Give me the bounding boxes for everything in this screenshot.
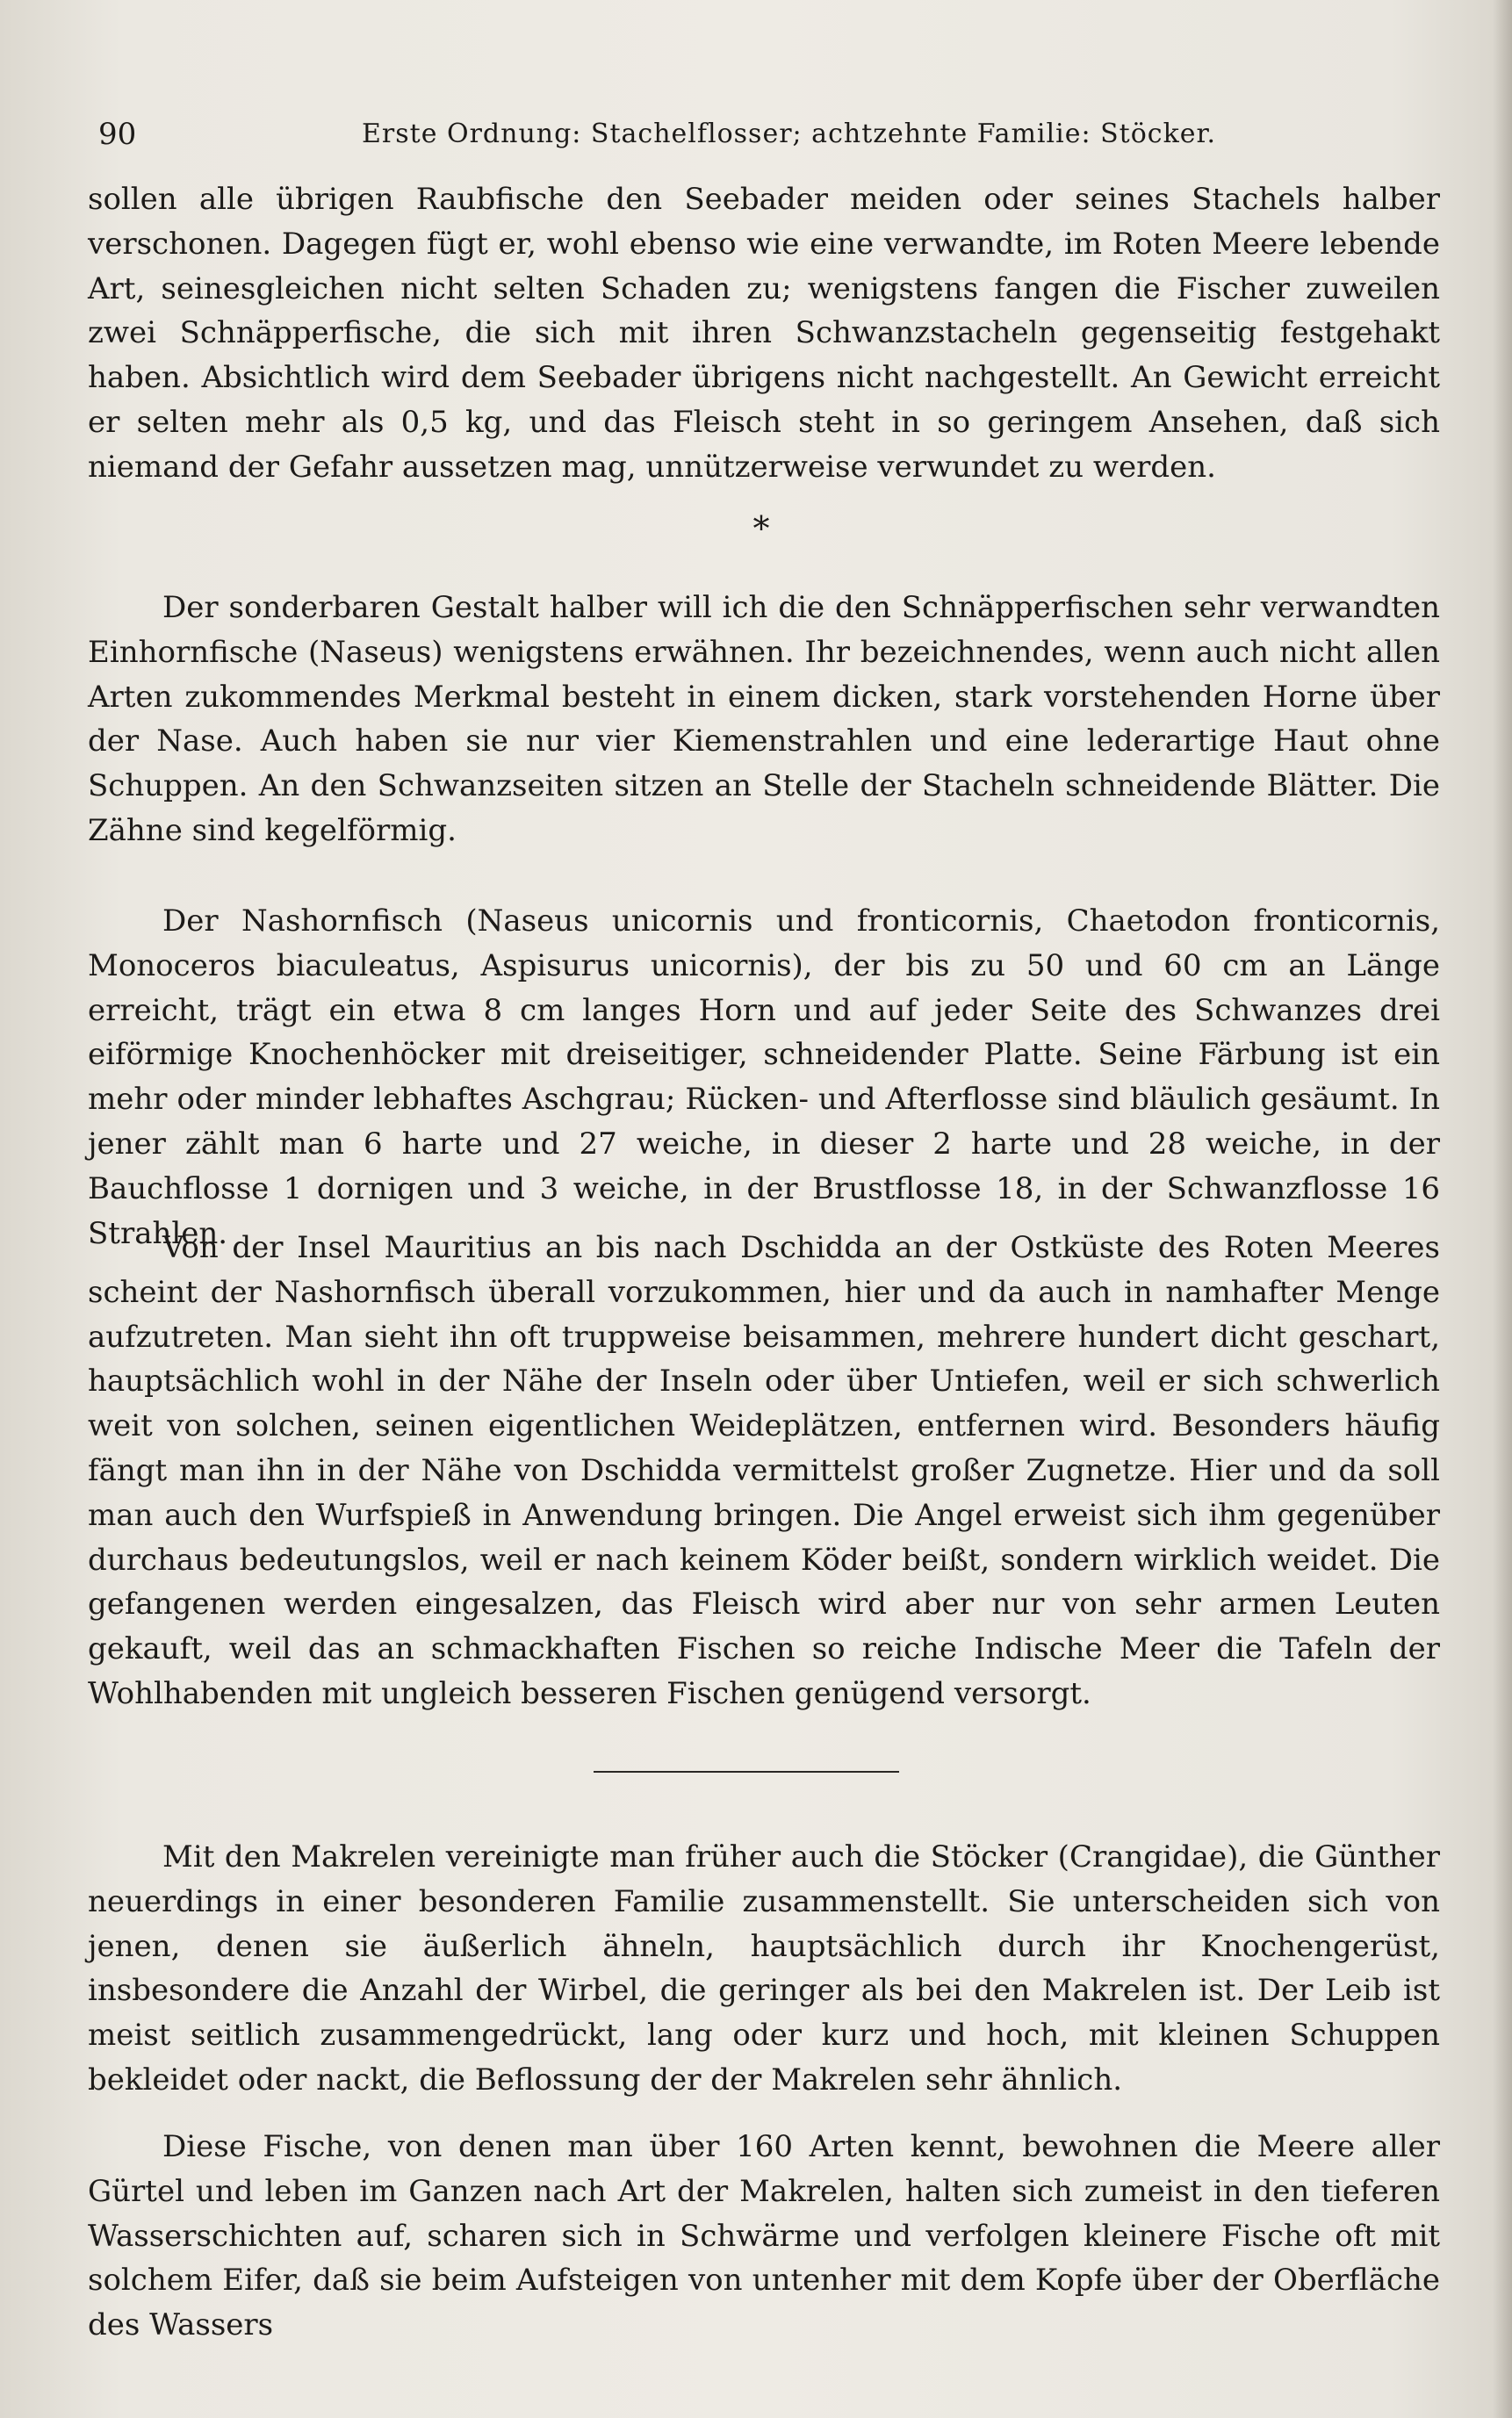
paragraph-text: Der sonderbaren Gestalt halber will ich die den Schnäpperfischen sehr verwandten Einhornfische (Naseus) wenigstens erwähnen. Ihr bezeichnendes, wenn auch nicht allen Arten zukommendes Merkmal besteht in einem dicken, stark vorstehenden Horne über der Nase. Auch haben sie nur vier Kiemenstrahlen und eine lederartige Haut ohne Schuppen. An den Schwanzseiten sitzen an Stelle der Stacheln schneidende Blätter. Die Zähne sind kegelförmig.: [88, 590, 1440, 848]
page-number: 90: [98, 117, 137, 152]
paragraph-nashornfisch: [88, 899, 1440, 1256]
section-divider-line: [594, 1771, 899, 1773]
paragraph-text: Diese Fische, von denen man über 160 Arten kennt, bewohnen die Meere aller Gürtel und leben im Ganzen nach Art der Makrelen, halten sich zumeist in den tieferen Wasserschichten auf, scharen sich in Schwärme und verfolgen kleinere Fische oft mit solchem Eifer, daß sie beim Aufsteigen von untenher mit dem Kopfe über der Oberfläche des Wassers: [88, 2129, 1440, 2343]
paragraph-text: Von der Insel Mauritius an bis nach Dschidda an der Ostküste des Roten Meeres scheint der Nashornfisch überall vorzukommen, hier und da auch in namhafter Menge aufzutreten. Man sieht ihn oft truppweise beisammen, mehrere hundert dicht geschart, hauptsächlich wohl in der Nähe der Inseln oder über Untiefen, weil er sich schwerlich weit von solchen, seinen eigentlichen Weideplätzen, entfernen wird. Besonders häufig fängt man ihn in der Nähe von Dschidda vermittelst großer Zugnetze. Hier und da soll man auch den Wurfspieß in Anwendung bringen. Die Angel erweist sich ihm gegenüber durchaus bedeutungslos, weil er nach keinem Köder beißt, sondern wirklich weidet. Die gefangenen werden eingesalzen, das Fleisch wird aber nur von sehr armen Leuten gekauft, weil das an schmackhaften Fischen so reiche Indische Meer die Tafeln der Wohlhabenden mit ungleich besseren Fischen genügend versorgt.: [88, 1230, 1440, 1711]
page-gutter-shadow: [1493, 0, 1512, 2418]
paragraph-stoecker: [88, 1835, 1440, 2103]
section-separator-asterisk: *: [752, 509, 770, 548]
paragraph-stoecker-lebensweise: [88, 2125, 1440, 2348]
paragraph-text: Mit den Makrelen vereinigte man früher auch die Stöcker (Crangidae), die Günther neuerdings in einer besonderen Familie zusammenstellt. Sie unterscheiden sich von jenen, denen sie äußerlich ähneln, hauptsächlich durch ihr Knochengerüst, insbesondere die Anzahl der Wirbel, die geringer als bei den Makrelen ist. Der Leib ist meist seitlich zusammengedrückt, lang oder kurz und hoch, mit kleinen Schuppen bekleidet oder nackt, die Beflossung der der Makrelen sehr ähnlich.: [88, 1839, 1440, 2098]
paragraph-einhornfische: [88, 586, 1440, 853]
paragraph-nashornfisch-verbreitung: [88, 1226, 1440, 1716]
paragraph-text: sollen alle übrigen Raubfische den Seebader meiden oder seines Stachels halber verschonen. Dagegen fügt er, wohl ebenso wie eine verwandte, im Roten Meere lebende Art, seinesgleichen nicht selten Schaden zu; wenigstens fangen die Fischer zuweilen zwei Schnäpperfische, die sich mit ihren Schwanzstacheln gegenseitig festgehakt haben. Absichtlich wird dem Seebader übrigens nicht nachgestellt. An Gewicht erreicht er selten mehr als 0,5 kg, und das Fleisch steht in so geringem Ansehen, daß sich niemand der Gefahr aussetzen mag, unnützerweise verwundet zu werden.: [88, 182, 1440, 485]
running-head: Erste Ordnung: Stachelflosser; achtzehnte Familie: Stöcker.: [362, 119, 1217, 149]
paragraph-seebader-continuation: [88, 177, 1440, 490]
page-header: [98, 112, 1415, 156]
paragraph-text: Der Nashornfisch (Naseus unicornis und fronticornis, Chaetodon fronticornis, Monoceros biaculeatus, Aspisurus unicornis), der bis zu 50 und 60 cm an Länge erreicht, trägt ein etwa 8 cm langes Horn und auf jeder Seite des Schwanzes drei eiförmige Knochenhöcker mit dreiseitiger, schneidender Platte. Seine Färbung ist ein mehr oder minder lebhaftes Aschgrau; Rücken- und Afterflosse sind bläulich gesäumt. In jener zählt man 6 harte und 27 weiche, in dieser 2 harte und 28 weiche, in der Bauchflosse 1 dornigen und 3 weiche, in der Brustflosse 18, in der Schwanzflosse 16 Strahlen.: [88, 903, 1440, 1251]
